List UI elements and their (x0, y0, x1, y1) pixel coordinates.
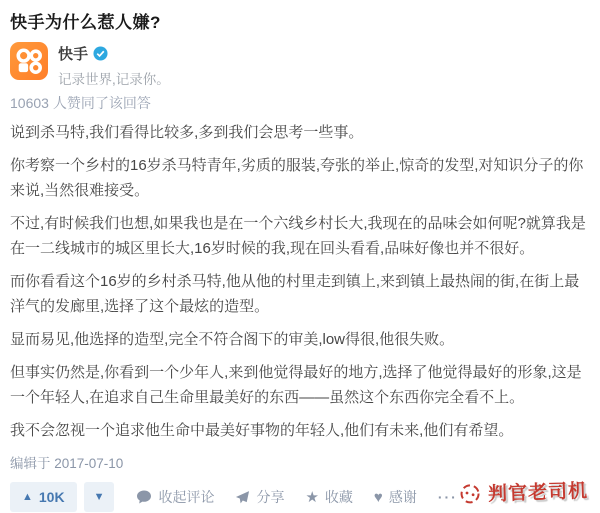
edit-time: 编辑于 2017-07-10 (10, 456, 124, 471)
heart-icon: ♥ (373, 488, 383, 506)
answer-body (10, 120, 590, 443)
answer-paragraph: 不过,有时候我们也想,如果我也是在一个六线乡村长大,我现在的品味会如何呢?就算我是在一二线城市的城区里长大,16岁时候的我,现在回头看看,品味好像也并不很好。 (10, 215, 586, 257)
thanks-button[interactable] (374, 487, 417, 507)
watermark-stamp (459, 476, 589, 507)
more-actions-button[interactable]: ··· (437, 489, 458, 505)
answer-paragraph: 你考察一个乡村的16岁杀马特青年,劣质的服装,夸张的举止,惊奇的发型,对知识分子的你来说,当然很难接受。 (10, 157, 584, 199)
action-toolbar (10, 481, 590, 513)
answer-paragraph: 说到杀马特,我们看得比较多,多到我们会思考一些事。 (10, 124, 364, 141)
share-button[interactable] (235, 487, 284, 507)
star-icon: ★ (305, 488, 319, 506)
caret-down-icon: ▼ (93, 490, 105, 503)
downvote-button[interactable] (84, 482, 115, 512)
upvote-count: 10K (38, 489, 65, 505)
comment-icon (136, 489, 152, 505)
share-icon (235, 490, 250, 505)
kuaishou-logo-icon (12, 44, 46, 78)
question-title[interactable]: 快手为什么惹人嫌? (10, 13, 161, 32)
author-avatar[interactable] (10, 42, 48, 80)
upvote-count-line: 10603 人赞同了该回答 (10, 95, 151, 111)
answer-paragraph: 而你看看这个16岁的乡村杀马特,他从他的村里走到镇上,来到镇上最热闹的街,在街上最洋气的发廊里,选择了这个最炫的造型。 (10, 273, 580, 315)
author-bio: 记录世界,记录你。 (58, 72, 170, 87)
author-row (10, 42, 590, 88)
collapse-comments-button[interactable] (136, 487, 214, 507)
upvote-button[interactable] (10, 482, 77, 512)
answer-paragraph: 显而易见,他选择的造型,完全不符合阁下的审美,low得很,他很失败。 (10, 331, 455, 348)
caret-up-icon: ▲ (22, 490, 33, 503)
watermark-text: 判官老司机 (487, 480, 589, 506)
answer-paragraph: 我不会忽视一个追求他生命中最美好事物的年轻人,他们有未来,他们有希望。 (10, 422, 514, 439)
thanks-label: 感谢 (388, 489, 417, 505)
answer-paragraph: 但事实仍然是,你看到一个少年人,来到他觉得最好的地方,选择了他觉得最好的形象,这是一个年轻人,在追求自己生命里最美好的东西——虽然这个东西你完全看不上。 (10, 364, 582, 406)
share-label: 分享 (256, 489, 285, 505)
favorite-label: 收藏 (324, 489, 353, 505)
favorite-button[interactable] (305, 487, 352, 507)
author-name[interactable]: 快手 (58, 46, 89, 63)
collapse-comments-label: 收起评论 (158, 489, 215, 505)
watermark-icon (459, 482, 482, 505)
verified-badge-icon (93, 46, 108, 61)
